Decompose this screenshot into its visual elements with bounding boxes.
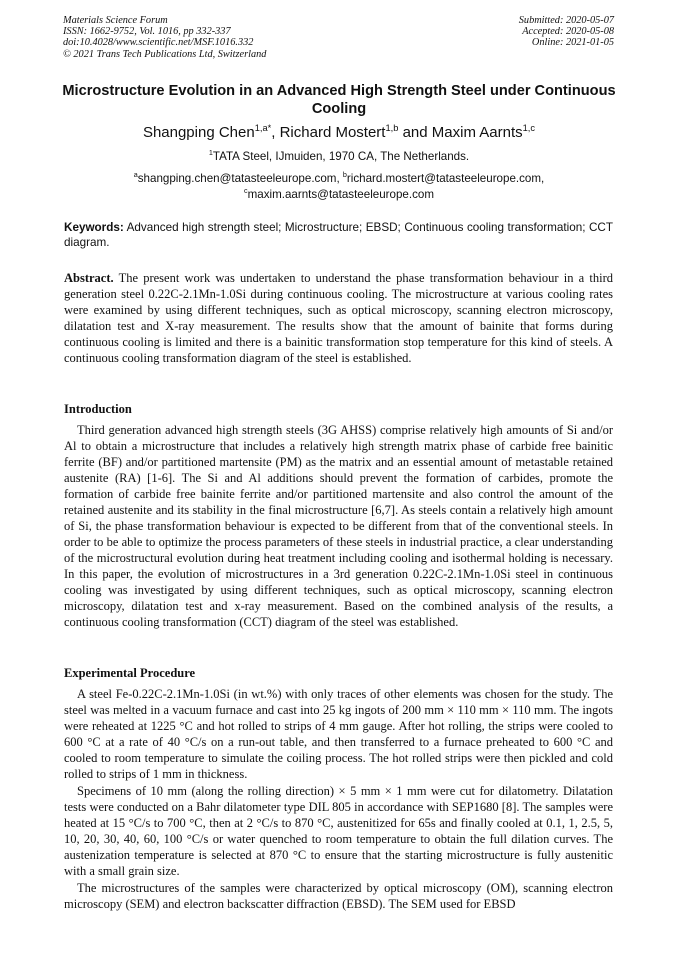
email-mark: a: [133, 170, 138, 180]
keywords-label: Keywords:: [64, 221, 124, 234]
paper-title: Microstructure Evolution in an Advanced High Strength Steel under Continuous Cooling: [62, 83, 616, 117]
affiliation-mark: 1: [208, 148, 213, 158]
section-heading-introduction: Introduction: [64, 402, 132, 416]
email-link[interactable]: shangping.chen@tatasteeleurope.com,: [137, 172, 343, 185]
author-name: Maxim Aarnts: [431, 124, 523, 141]
journal-copyright: © 2021 Trans Tech Publications Ltd, Switzerland: [63, 48, 267, 60]
paragraph: Third generation advanced high strength steels (3G AHSS) comprise relatively high amounts of Si and/or Al to obtain a microstructure that includes a relatively high strength matrix phase of carbide free bainitic ferrite (BF) and/or partitioned martensite (PM) as the matrix and an essential amount of metastable retained austenite (RA) [1-6]. The Si and Al additions should prevent the formation of carbides, promote the formation of carbide free bainite ferrite and/or partitioned martensite and also control the amount of the retained austenite and its stability in the final microstructure [6,7]. As steels contain a relatively high amount of Si, the phase transformation behaviour is expected to be different from that of the conventional steels. In order to be able to optimize the process parameters of these steels in industrial practice, a clear understanding of the microstructural evolution during heat treatment including cooling and isothermal holding is necessary. In this paper, the evolution of microstructures in a 3rd generation 0.22C-2.1Mn-1.0Si steel in continuous cooling was investigated by using different techniques, such as optical microscopy, scanning electron microscopy, dilatation test and x-ray measurement. Based on the combined analysis of the results, a continuous cooling transformation (CCT) diagram of the steel was established.: [64, 423, 613, 629]
email-link[interactable]: maxim.aarnts@tatasteeleurope.com: [247, 187, 434, 201]
paragraph: The microstructures of the samples were characterized by optical microscopy (OM), scanning electron microscopy (SEM) and electron backscatter diffraction (EBSD). The SEM used for EBSD: [64, 881, 613, 911]
journal-name: Materials Science Forum: [63, 15, 168, 26]
author-separator: ,: [271, 124, 280, 141]
journal-issn: ISSN: 1662-9752, Vol. 1016, pp 332-337: [63, 26, 231, 38]
email-mark: c: [244, 185, 248, 195]
experimental-paragraph-3: [64, 880, 613, 912]
author-affil-mark: 1,a*: [254, 123, 272, 133]
affiliation-text: TATA Steel, IJmuiden, 1970 CA, The Netherlands.: [212, 150, 470, 163]
author-emails: [40, 171, 638, 202]
affiliation: [40, 150, 638, 164]
email-line-2: [40, 187, 638, 203]
author-name: Richard Mostert: [279, 124, 386, 141]
email-line-1: [40, 171, 638, 187]
paragraph: Specimens of 10 mm (along the rolling direction) × 5 mm × 1 mm were cut for dilatometry. Dilatation tests were conducted on a Bahr dilatometer type DIL 805 in accordance with SEP1680 [8]. The samples were heated at 15 °C/s to 700 °C, then at 2 °C/s to 870 °C, austenitized for 65s and finally cooled at 0.1, 1, 2.5, 5, 10, 20, 30, 40, 60, 100 °C/s or water quenched to room temperature to obtain the full dilation curves. The austenization temperature is selected at 870 °C to ensure that the starting microstructure is fully austenitic with a small grain size.: [64, 784, 613, 878]
abstract-label: Abstract.: [64, 271, 114, 285]
publication-dates: [519, 15, 614, 49]
date-submitted: Submitted: 2020-05-07: [518, 15, 614, 26]
keywords: [64, 220, 613, 250]
author-affil-mark: 1,b: [385, 123, 399, 133]
abstract: [64, 270, 613, 366]
section-heading-experimental: Experimental Procedure: [64, 666, 196, 680]
author-affil-mark: 1,c: [522, 123, 536, 133]
journal-info: [63, 15, 266, 60]
abstract-text: The present work was undertaken to understand the phase transformation behaviour in a third generation steel 0.22C-2.1Mn-1.0Si during continuous cooling. The microstructure at various cooling rates were examined by using different techniques, such as optical microscopy, scanning electron microscopy, dilatation test and X-ray measurement. The results show that the amount of bainite that forms during continuous cooling is limited and there is a bainitic transformation stop temperature for this kind of steels. A continuous cooling transformation diagram of the steel is established.: [64, 271, 613, 365]
date-online: Online: 2021-01-05: [531, 37, 614, 49]
email-link[interactable]: richard.mostert@tatasteeleurope.com,: [346, 172, 545, 185]
introduction-paragraph: [64, 422, 613, 630]
keywords-text: Advanced high strength steel; Microstructure; EBSD; Continuous cooling transformation; CCT diagram.: [64, 221, 613, 249]
author-name: Shangping Chen: [142, 124, 255, 141]
journal-doi: doi:10.4028/www.scientific.net/MSF.1016.332: [63, 37, 254, 49]
email-mark: b: [342, 170, 347, 180]
paragraph: A steel Fe-0.22C-2.1Mn-1.0Si (in wt.%) with only traces of other elements was chosen for the study. The steel was melted in a vacuum furnace and cast into 25 kg ingots of 200 mm × 110 mm × 110 mm. The ingots were reheated at 1225 °C and hot rolled to strips of 4 mm gauge. After hot rolling, the strips were cooled to 600 °C at a rate of 40 °C/s on a run-out table, and then transferred to a furnace preheated to 600 °C and cooled to room temperature to simulate the coiling process. The hot rolled strips were then pickled and cold rolled to strips of 1 mm in thickness.: [64, 687, 613, 781]
author-list: [40, 124, 638, 142]
experimental-paragraph-1: [64, 686, 613, 782]
date-accepted: Accepted: 2020-05-08: [522, 26, 614, 38]
experimental-paragraph-2: [64, 783, 613, 879]
author-separator: and: [398, 124, 432, 141]
